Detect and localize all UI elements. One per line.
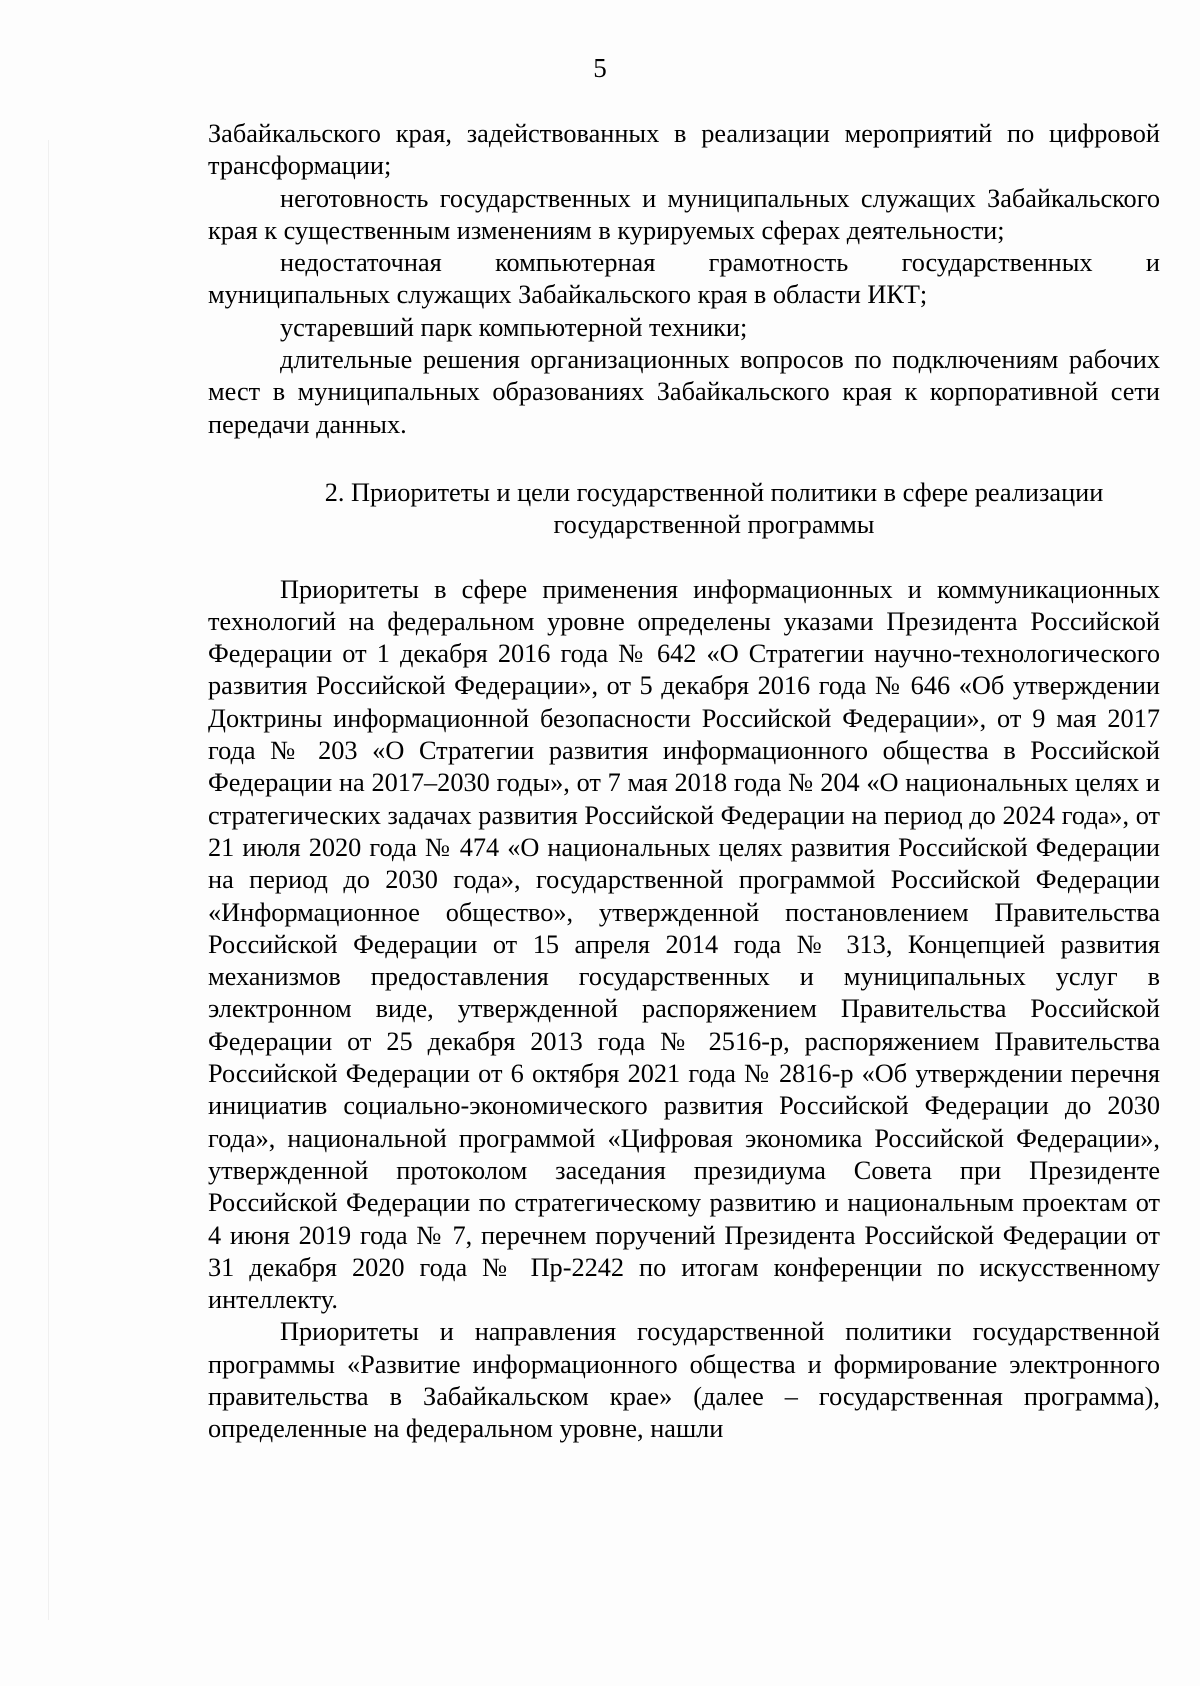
section-text xyxy=(208,574,1160,1446)
list-item: длительные решения организационных вопросов по подключениям рабочих мест в муниципальных образованиях Забайкальского края к корпоративной сети передачи данных. xyxy=(208,345,1160,439)
scan-edge-shadow xyxy=(48,140,49,1620)
list-continuation xyxy=(208,118,1160,441)
list-item: недостаточная компьютерная грамотность государственных и муниципальных служащих Забайкальского края в области ИКТ; xyxy=(208,248,1160,310)
paragraph: Приоритеты в сфере применения информационных и коммуникационных технологий на федеральном уровне определены указами Президента Российской Федерации от 1 декабря 2016 года № 642 «О Стратегии научно-технологического развития Российской Федерации», от 5 декабря 2016 года № 646 «Об утверждении Доктрины информационной безопасности Российской Федерации», от 9 мая 2017 года № 203 «О Стратегии развития информационного общества в Российской Федерации на 2017–2030 годы», от 7 мая 2018 года № 204 «О национальных целях и стратегических задачах развития Российской Федерации на период до 2024 года», от 21 июля 2020 года № 474 «О национальных целях развития Российской Федерации на период до 2030 года», государственной программой Российской Федерации «Информационное общество», утвержденной постановлением Правительства Российской Федерации от 15 апреля 2014 года № 313, Концепцией развития механизмов предоставления государственных и муниципальных услуг в электронном виде, утвержденной распоряжением Правительства Российской Федерации от 25 декабря 2013 года № 2516-р, распоряжением Правительства Российской Федерации от 6 октября 2021 года № 2816-р «Об утверждении перечня инициатив социально-экономического развития Российской Федерации до 2030 года», национальной программой «Цифровая экономика Российской Федерации», утвержденной протоколом заседания президиума Совета при Президенте Российской Федерации по стратегическому развитию и национальным проектам от 4 июня 2019 года № 7, перечнем поручений Президента Российской Федерации от 31 декабря 2020 года № Пр-2242 по итогам конференции по искусственному интеллекту. xyxy=(208,574,1160,1315)
page-number: 5 xyxy=(593,53,607,83)
section-heading-line: государственной программы xyxy=(553,510,875,540)
paragraph: Приоритеты и направления государственной политики государственной программы «Развитие информационного общества и формирование электронного правительства в Забайкальском крае» (далее – государственная программа), определенные на федеральном уровне, нашли xyxy=(208,1317,1160,1444)
section-heading-line: 2. Приоритеты и цели государственной политики в сфере реализации xyxy=(324,477,1104,507)
section-heading xyxy=(208,477,1160,542)
document-body xyxy=(208,118,1160,1446)
list-item: устаревший парк компьютерной техники; xyxy=(280,312,748,342)
list-item: Забайкальского края, задействованных в реализации мероприятий по цифровой трансформации; xyxy=(208,119,1160,181)
list-item: неготовность государственных и муниципальных служащих Забайкальского края к существенным изменениям в курируемых сферах деятельности; xyxy=(208,183,1160,245)
